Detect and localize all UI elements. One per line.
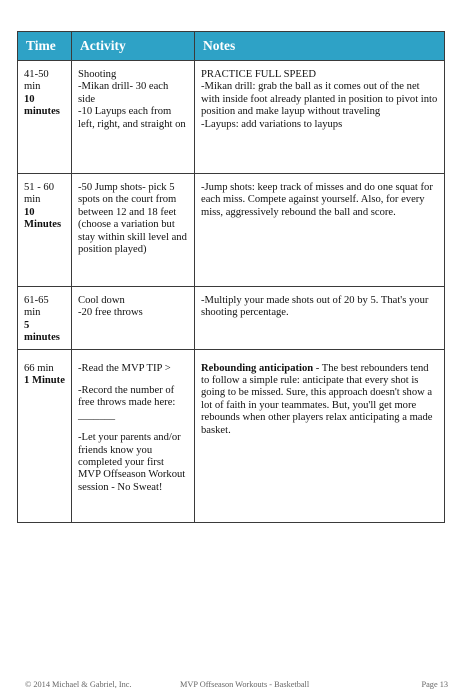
time-range: 51 - 60 min: [24, 182, 55, 206]
activity-line: -Record the number of free throws made here: _______: [78, 385, 176, 421]
time-duration: 1 Minute: [24, 375, 65, 387]
footer-copyright: © 2014 Michael & Gabriel, Inc.: [25, 680, 132, 689]
notes-line: -Multiply your made shots out of 20 by 5. That's your shooting percentage.: [201, 295, 429, 319]
time-cell: [18, 287, 72, 350]
activity-cell: [72, 349, 195, 522]
activity-line: -20 free throws: [78, 307, 143, 319]
notes-line: -Layups: add variations to layups: [201, 118, 343, 130]
mvp-tip-heading: Rebounding anticipation: [201, 362, 314, 374]
time-cell: [18, 349, 72, 522]
header-time: Time: [18, 32, 72, 61]
table-row: [18, 61, 445, 174]
time-range: 66 min: [24, 362, 54, 374]
table-row: [18, 174, 445, 287]
activity-line: -Read the MVP TIP >: [78, 362, 171, 374]
activity-cell: [72, 287, 195, 350]
activity-line: -Let your parents and/or friends know you completed your first MVP Offseason Workout session - No Sweat!: [78, 432, 186, 493]
activity-line: Shooting: [78, 69, 117, 80]
footer-title: MVP Offseason Workouts - Basketball: [180, 680, 310, 689]
mvp-tip-text: - The best rebounders tend to follow a simple rule: anticipate that every shot is going to be missed. Sure, this approach doesn't show a lot of faith in your teammates. But, you'll get more rebounds when other players relax anticipating a made basket.: [201, 362, 433, 436]
notes-line: -Jump shots: keep track of misses and do one squat for each miss. Compete against yourself. Also, for every miss, aggressively rebound the ball and score.: [201, 182, 433, 218]
time-duration: 10 minutes: [24, 93, 60, 118]
time-cell: [18, 174, 72, 287]
time-cell: [18, 61, 72, 174]
time-duration: 5 minutes: [24, 319, 60, 344]
activity-line: -10 Layups each from left, right, and straight on: [78, 106, 186, 130]
footer-page-number: Page 13: [421, 680, 448, 689]
table-row: [18, 287, 445, 350]
table-row: [18, 349, 445, 522]
activity-line: -Mikan drill- 30 each side: [78, 81, 169, 105]
activity-line: -50 Jump shots- pick 5 spots on the court from between 12 and 18 feet (choose a variation but stay within skill level and position played): [78, 182, 187, 256]
notes-line: PRACTICE FULL SPEED: [201, 69, 316, 80]
time-duration: 10 Minutes: [24, 206, 62, 231]
notes-cell: [195, 61, 445, 174]
time-range: 41-50 min: [24, 69, 49, 93]
notes-line: -Mikan drill: grab the ball as it comes out of the net with inside foot already planted in position to pivot into position and make layup without traveling: [201, 81, 438, 118]
page-footer: [0, 680, 474, 694]
notes-cell: [195, 287, 445, 350]
table-header-row: [18, 32, 445, 61]
activity-cell: [72, 174, 195, 287]
activity-line: Cool down: [78, 295, 125, 306]
header-notes: Notes: [195, 32, 445, 61]
time-range: 61-65 min: [24, 295, 49, 319]
notes-cell: [195, 174, 445, 287]
header-activity: Activity: [72, 32, 195, 61]
activity-cell: [72, 61, 195, 174]
workout-schedule-table: [17, 31, 445, 523]
notes-cell: [195, 349, 445, 522]
